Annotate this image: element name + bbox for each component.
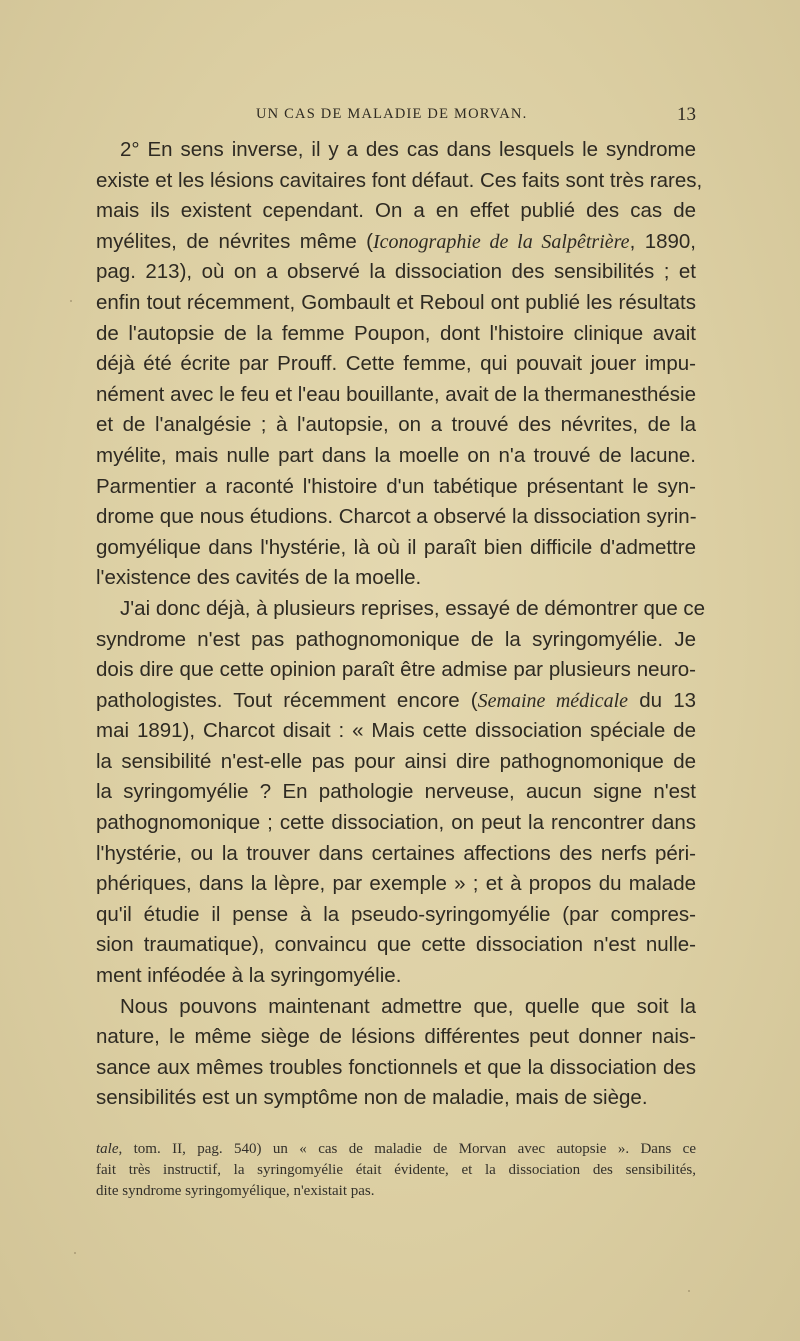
paper-speck bbox=[688, 1290, 690, 1292]
text-line: nature, le même siège de lésions différentes peut donner nais- bbox=[96, 1025, 696, 1049]
paper-speck bbox=[74, 1252, 76, 1254]
text-line: de l'autopsie de la femme Poupon, dont l'histoire clinique avait bbox=[96, 321, 696, 345]
text-line: Nous pouvons maintenant admettre que, quelle que soit la bbox=[120, 994, 696, 1018]
footnote-italic: tale bbox=[96, 1141, 119, 1157]
citation-title: Iconographie de la Salpêtrière bbox=[373, 230, 630, 253]
text-line: déjà été écrite par Prouff. Cette femme, qui pouvait jouer impu- bbox=[96, 352, 696, 376]
text-line: pag. 213), où on a observé la dissociation des sensibilités ; et bbox=[96, 260, 696, 284]
text-line: la syringomyélie ? En pathologie nerveuse, aucun signe n'est bbox=[96, 780, 696, 804]
text-line: qu'il étudie il pense à la pseudo-syringomyélie (par compres- bbox=[96, 902, 696, 926]
text-line: sion traumatique), convaincu que cette dissociation n'est nulle- bbox=[96, 933, 696, 957]
text-line: gomyélique dans l'hystérie, là où il paraît bien difficile d'admettre bbox=[96, 535, 696, 559]
text-line: sance aux mêmes troubles fonctionnels et que la dissociation des bbox=[96, 1055, 696, 1079]
text-line: sensibilités est un symptôme non de maladie, mais de siège. bbox=[96, 1086, 648, 1110]
text-line: existe et les lésions cavitaires font défaut. Ces faits sont très rares, bbox=[96, 168, 703, 192]
running-title: UN CAS DE MALADIE DE MORVAN. bbox=[256, 106, 528, 122]
paragraph-3 bbox=[96, 992, 696, 1114]
citation-title: Semaine médicale bbox=[477, 689, 629, 712]
text-segment: , tom. II, pag. 540) un « cas de maladie de Morvan avec autopsie ». Dans ce bbox=[118, 1141, 696, 1157]
text-line: et de l'analgésie ; à l'autopsie, on a trouvé des névrites, de la bbox=[96, 413, 696, 437]
text-line: mai 1891), Charcot disait : « Mais cette dissociation spéciale de bbox=[96, 719, 696, 743]
footnote-line: fait très instructif, la syringomyélie était évidente, et la dissociation des sensibilités, bbox=[96, 1162, 696, 1178]
text-segment: du 13 bbox=[628, 688, 696, 712]
text-line: enfin tout récemment, Gombault et Reboul ont publié les résultats bbox=[96, 290, 696, 314]
footnote-line: dite syndrome syringomyélique, n'existait pas. bbox=[96, 1183, 375, 1199]
text-line: ment inféodée à la syringomyélie. bbox=[96, 964, 402, 988]
page-number: 13 bbox=[677, 104, 696, 125]
text-line: l'hystérie, ou la trouver dans certaines affections des nerfs péri- bbox=[96, 841, 696, 865]
text-line: l'existence des cavités de la moelle. bbox=[96, 566, 422, 590]
text-line bbox=[96, 227, 696, 258]
text-line: nément avec le feu et l'eau bouillante, avait de la thermanesthésie bbox=[96, 382, 696, 406]
body-text bbox=[96, 135, 706, 1114]
running-head bbox=[96, 104, 696, 126]
paragraph-2 bbox=[96, 594, 706, 992]
text-line: la sensibilité n'est-elle pas pour ainsi dire pathognomonique de bbox=[96, 749, 696, 773]
text-segment: myélites, de névrites même ( bbox=[96, 229, 374, 253]
footnote bbox=[96, 1139, 696, 1202]
text-segment: pathologistes. Tout récemment encore ( bbox=[96, 688, 478, 712]
text-line: J'ai donc déjà, à plusieurs reprises, essayé de démontrer que ce bbox=[120, 596, 706, 620]
text-line: syndrome n'est pas pathognomonique de la syringomyélie. Je bbox=[96, 627, 696, 651]
footnote-line bbox=[96, 1139, 696, 1160]
text-line: mais ils existent cependant. On a en effet publié des cas de bbox=[96, 199, 696, 223]
text-line: phériques, dans la lèpre, par exemple » ; et à propos du malade bbox=[96, 872, 696, 896]
paper-speck bbox=[70, 300, 72, 302]
text-line bbox=[96, 686, 696, 717]
text-segment: , 1890, bbox=[629, 229, 696, 253]
paragraph-1 bbox=[96, 135, 703, 594]
text-line: Parmentier a raconté l'histoire d'un tabétique présentant le syn- bbox=[96, 474, 696, 498]
text-line: dois dire que cette opinion paraît être admise par plusieurs neuro- bbox=[96, 658, 696, 682]
text-line: drome que nous étudions. Charcot a observé la dissociation syrin- bbox=[96, 505, 697, 529]
text-line: pathognomonique ; cette dissociation, on peut la rencontrer dans bbox=[96, 811, 696, 835]
text-line: 2° En sens inverse, il y a des cas dans lesquels le syndrome bbox=[120, 138, 696, 161]
text-line: myélite, mais nulle part dans la moelle on n'a trouvé de lacune. bbox=[96, 443, 696, 467]
